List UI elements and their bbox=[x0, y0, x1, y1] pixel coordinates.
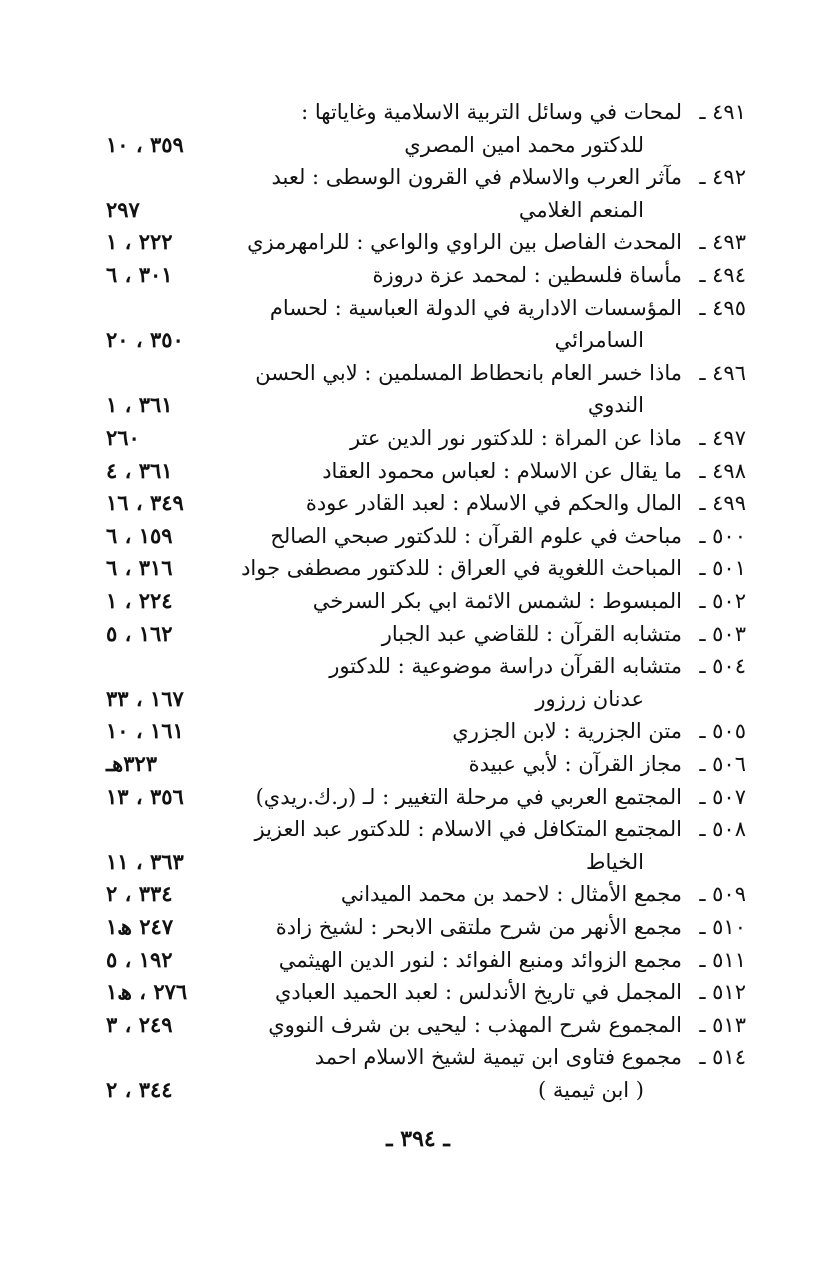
index-entry bbox=[0, 421, 836, 455]
index-entry bbox=[0, 617, 836, 651]
index-entry bbox=[0, 780, 836, 814]
entry-title: المال والحكم في الاسلام : لعبد القادر عودة bbox=[305, 491, 682, 516]
page-reference: ١٥٩ ، ٦ bbox=[106, 522, 173, 548]
entry-title: مآثر العرب والاسلام في القرون الوسطى : لعبد bbox=[271, 165, 682, 190]
entry-title: المجموع شرح المهذب : ليحيى بن شرف النووي bbox=[268, 1012, 682, 1037]
index-entry bbox=[0, 584, 836, 618]
page-reference: ٣٥٩ ، ١٠ bbox=[106, 131, 184, 157]
entry-number: ٤٩٨ ـ bbox=[699, 458, 746, 483]
index-entry-continuation bbox=[0, 128, 836, 162]
page-reference: ١٦١ ، ١٠ bbox=[106, 718, 184, 744]
index-entry bbox=[0, 551, 836, 585]
entry-number: ٤٩٣ ـ bbox=[699, 230, 746, 255]
entry-title: مجمع الأمثال : لاحمد بن محمد الميداني bbox=[340, 882, 682, 907]
page-number: ـ ٣٩٤ ـ bbox=[386, 1126, 450, 1152]
entry-number: ٥٠٠ ـ bbox=[699, 523, 746, 548]
index-entry bbox=[0, 486, 836, 520]
entry-title: المجتمع العربي في مرحلة التغيير : لـ (ر.ك.ريدي) bbox=[255, 784, 682, 809]
entry-number: ٤٩١ ـ bbox=[699, 100, 746, 124]
index-entry-continuation bbox=[0, 323, 836, 357]
page-reference: ٣٤٩ ، ١٦ bbox=[106, 490, 184, 516]
page-reference: ٢٤٧ ھ١ bbox=[106, 914, 174, 939]
index-entry bbox=[0, 812, 836, 846]
entry-title: المحدث الفاصل بين الراوي والواعي : للرامهرمزي bbox=[247, 230, 682, 255]
entry-title: ما يقال عن الاسلام : لعباس محمود العقاد bbox=[322, 458, 682, 483]
entry-number: ٥٠٥ ـ bbox=[699, 719, 746, 744]
entry-title: مجموع فتاوى ابن تيمية لشيخ الاسلام احمد bbox=[314, 1045, 682, 1070]
entry-title: متشابه القرآن دراسة موضوعية : للدكتور bbox=[329, 654, 682, 679]
entry-number: ٥٠١ ـ bbox=[699, 556, 746, 581]
index-entry bbox=[0, 291, 836, 325]
index-entry bbox=[0, 356, 836, 390]
index-entry bbox=[0, 943, 836, 977]
entry-title: الخياط bbox=[586, 849, 644, 874]
entry-title: ماذا خسر العام بانحطاط المسلمين : لابي الحسن bbox=[255, 360, 682, 385]
entry-title: الندوي bbox=[587, 393, 644, 418]
entry-title: المجتمع المتكافل في الاسلام : للدكتور عبد العزيز bbox=[254, 817, 682, 842]
index-entry bbox=[0, 975, 836, 1009]
page-reference: ٢٢٢ ، ١ bbox=[106, 229, 173, 255]
entry-number: ٥٠٨ ـ bbox=[699, 817, 746, 842]
entry-number: ٤٩٤ ـ bbox=[699, 263, 746, 287]
page-reference: ١٩٢ ، ٥ bbox=[106, 946, 173, 972]
index-entry-continuation bbox=[0, 388, 836, 422]
index-entry-continuation bbox=[0, 682, 836, 716]
entry-title: مأساة فلسطين : لمحمد عزة دروزة bbox=[372, 263, 682, 287]
entry-number: ٤٩٧ ـ bbox=[699, 426, 746, 450]
page-reference: ٣١٦ ، ٦ bbox=[106, 555, 173, 581]
index-entry-continuation bbox=[0, 193, 836, 227]
index-entry bbox=[0, 877, 836, 911]
page-reference: ٣٦٣ ، ١١ bbox=[106, 848, 184, 874]
entry-title: للدكتور محمد امين المصري bbox=[404, 132, 644, 157]
entry-number: ٥٠٧ ـ bbox=[699, 784, 746, 809]
page-reference: ٣٠١ ، ٦ bbox=[106, 262, 173, 287]
index-entry bbox=[0, 225, 836, 259]
index-entry bbox=[0, 649, 836, 683]
page-reference: ٣٦١ ، ١ bbox=[106, 392, 173, 418]
entry-number: ٥٠٤ ـ bbox=[699, 654, 746, 679]
index-entry bbox=[0, 95, 836, 129]
index-entry bbox=[0, 258, 836, 292]
entry-number: ٥١٣ ـ bbox=[699, 1012, 746, 1037]
entry-title: المبسوط : لشمس الائمة ابي بكر السرخي bbox=[312, 589, 682, 613]
entry-title: مجمع الزوائد ومنبع الفوائد : لنور الدين الهيثمي bbox=[278, 947, 682, 972]
page-reference: ٣٥٦ ، ١٣ bbox=[106, 783, 184, 809]
page-reference: ٣٤٤ ، ٢ bbox=[106, 1077, 173, 1102]
entry-title: مجمع الأنهر من شرح ملتقى الابحر : لشيخ زادة bbox=[275, 915, 682, 939]
entry-number: ٥١٢ ـ bbox=[699, 980, 746, 1005]
index-entry bbox=[0, 1008, 836, 1042]
entry-number: ٥١٤ ـ bbox=[699, 1045, 746, 1070]
entry-number: ٥٠٩ ـ bbox=[699, 882, 746, 907]
entry-number: ٥٠٢ ـ bbox=[699, 589, 746, 613]
entry-number: ٤٩٢ ـ bbox=[699, 165, 746, 190]
page-reference: ١٦٢ ، ٥ bbox=[106, 620, 173, 646]
entry-title: ماذا عن المراة : للدكتور نور الدين عتر bbox=[349, 426, 682, 450]
entry-number: ٥١١ ـ bbox=[699, 947, 746, 972]
page-reference: ٢٤٩ ، ٣ bbox=[106, 1011, 173, 1037]
index-entry bbox=[0, 1040, 836, 1074]
entry-title: متن الجزرية : لابن الجزري bbox=[452, 719, 682, 744]
index-entry-continuation bbox=[0, 1073, 836, 1107]
index-entry bbox=[0, 714, 836, 748]
page-reference: ٣٦١ ، ٤ bbox=[106, 457, 173, 483]
index-entry bbox=[0, 747, 836, 781]
page-reference: ٢٧٦ ، ھ١ bbox=[106, 979, 188, 1005]
entry-title: المؤسسات الادارية في الدولة العباسية : لحسام bbox=[269, 295, 682, 320]
index-entry bbox=[0, 910, 836, 944]
index-entry bbox=[0, 160, 836, 194]
index-entry bbox=[0, 454, 836, 488]
entry-title: ( ابن ثيمية ) bbox=[538, 1078, 644, 1102]
index-entry-continuation bbox=[0, 845, 836, 879]
page-reference: ٣٣٤ ، ٢ bbox=[106, 881, 173, 907]
entry-number: ٤٩٦ ـ bbox=[699, 360, 746, 385]
entry-title: المجمل في تاريخ الأندلس : لعبد الحميد العبادي bbox=[274, 980, 682, 1005]
entry-title: المنعم الغلامي bbox=[518, 197, 644, 222]
entry-title: مجاز القرآن : لأبي عبيدة bbox=[468, 752, 682, 776]
entry-number: ٥٠٦ ـ bbox=[699, 752, 746, 776]
entry-number: ٥١٠ ـ bbox=[699, 915, 746, 939]
index-entry bbox=[0, 519, 836, 553]
entry-title: لمحات في وسائل التربية الاسلامية وغاياتها : bbox=[301, 100, 682, 124]
page-reference: ٣٢٣هـ bbox=[106, 751, 158, 776]
page-reference: ٢٢٤ ، ١ bbox=[106, 588, 173, 613]
entry-title: عدنان زرزور bbox=[535, 686, 644, 711]
page-reference: ٢٦٠ bbox=[106, 425, 140, 450]
entry-number: ٤٩٥ ـ bbox=[699, 295, 746, 320]
entry-number: ٤٩٩ ـ bbox=[699, 491, 746, 516]
page-reference: ١٦٧ ، ٣٣ bbox=[106, 685, 184, 711]
entry-title: متشابه القرآن : للقاضي عبد الجبار bbox=[381, 621, 682, 646]
page-reference: ٣٥٠ ، ٢٠ bbox=[106, 327, 184, 353]
entry-title: السامرائي bbox=[554, 328, 644, 353]
entry-title: المباحث اللغوية في العراق : للدكتور مصطفى جواد bbox=[241, 556, 682, 581]
entry-number: ٥٠٣ ـ bbox=[699, 621, 746, 646]
entry-title: مباحث في علوم القرآن : للدكتور صبحي الصالح bbox=[270, 523, 682, 548]
page-reference: ٢٩٧ bbox=[106, 196, 140, 222]
